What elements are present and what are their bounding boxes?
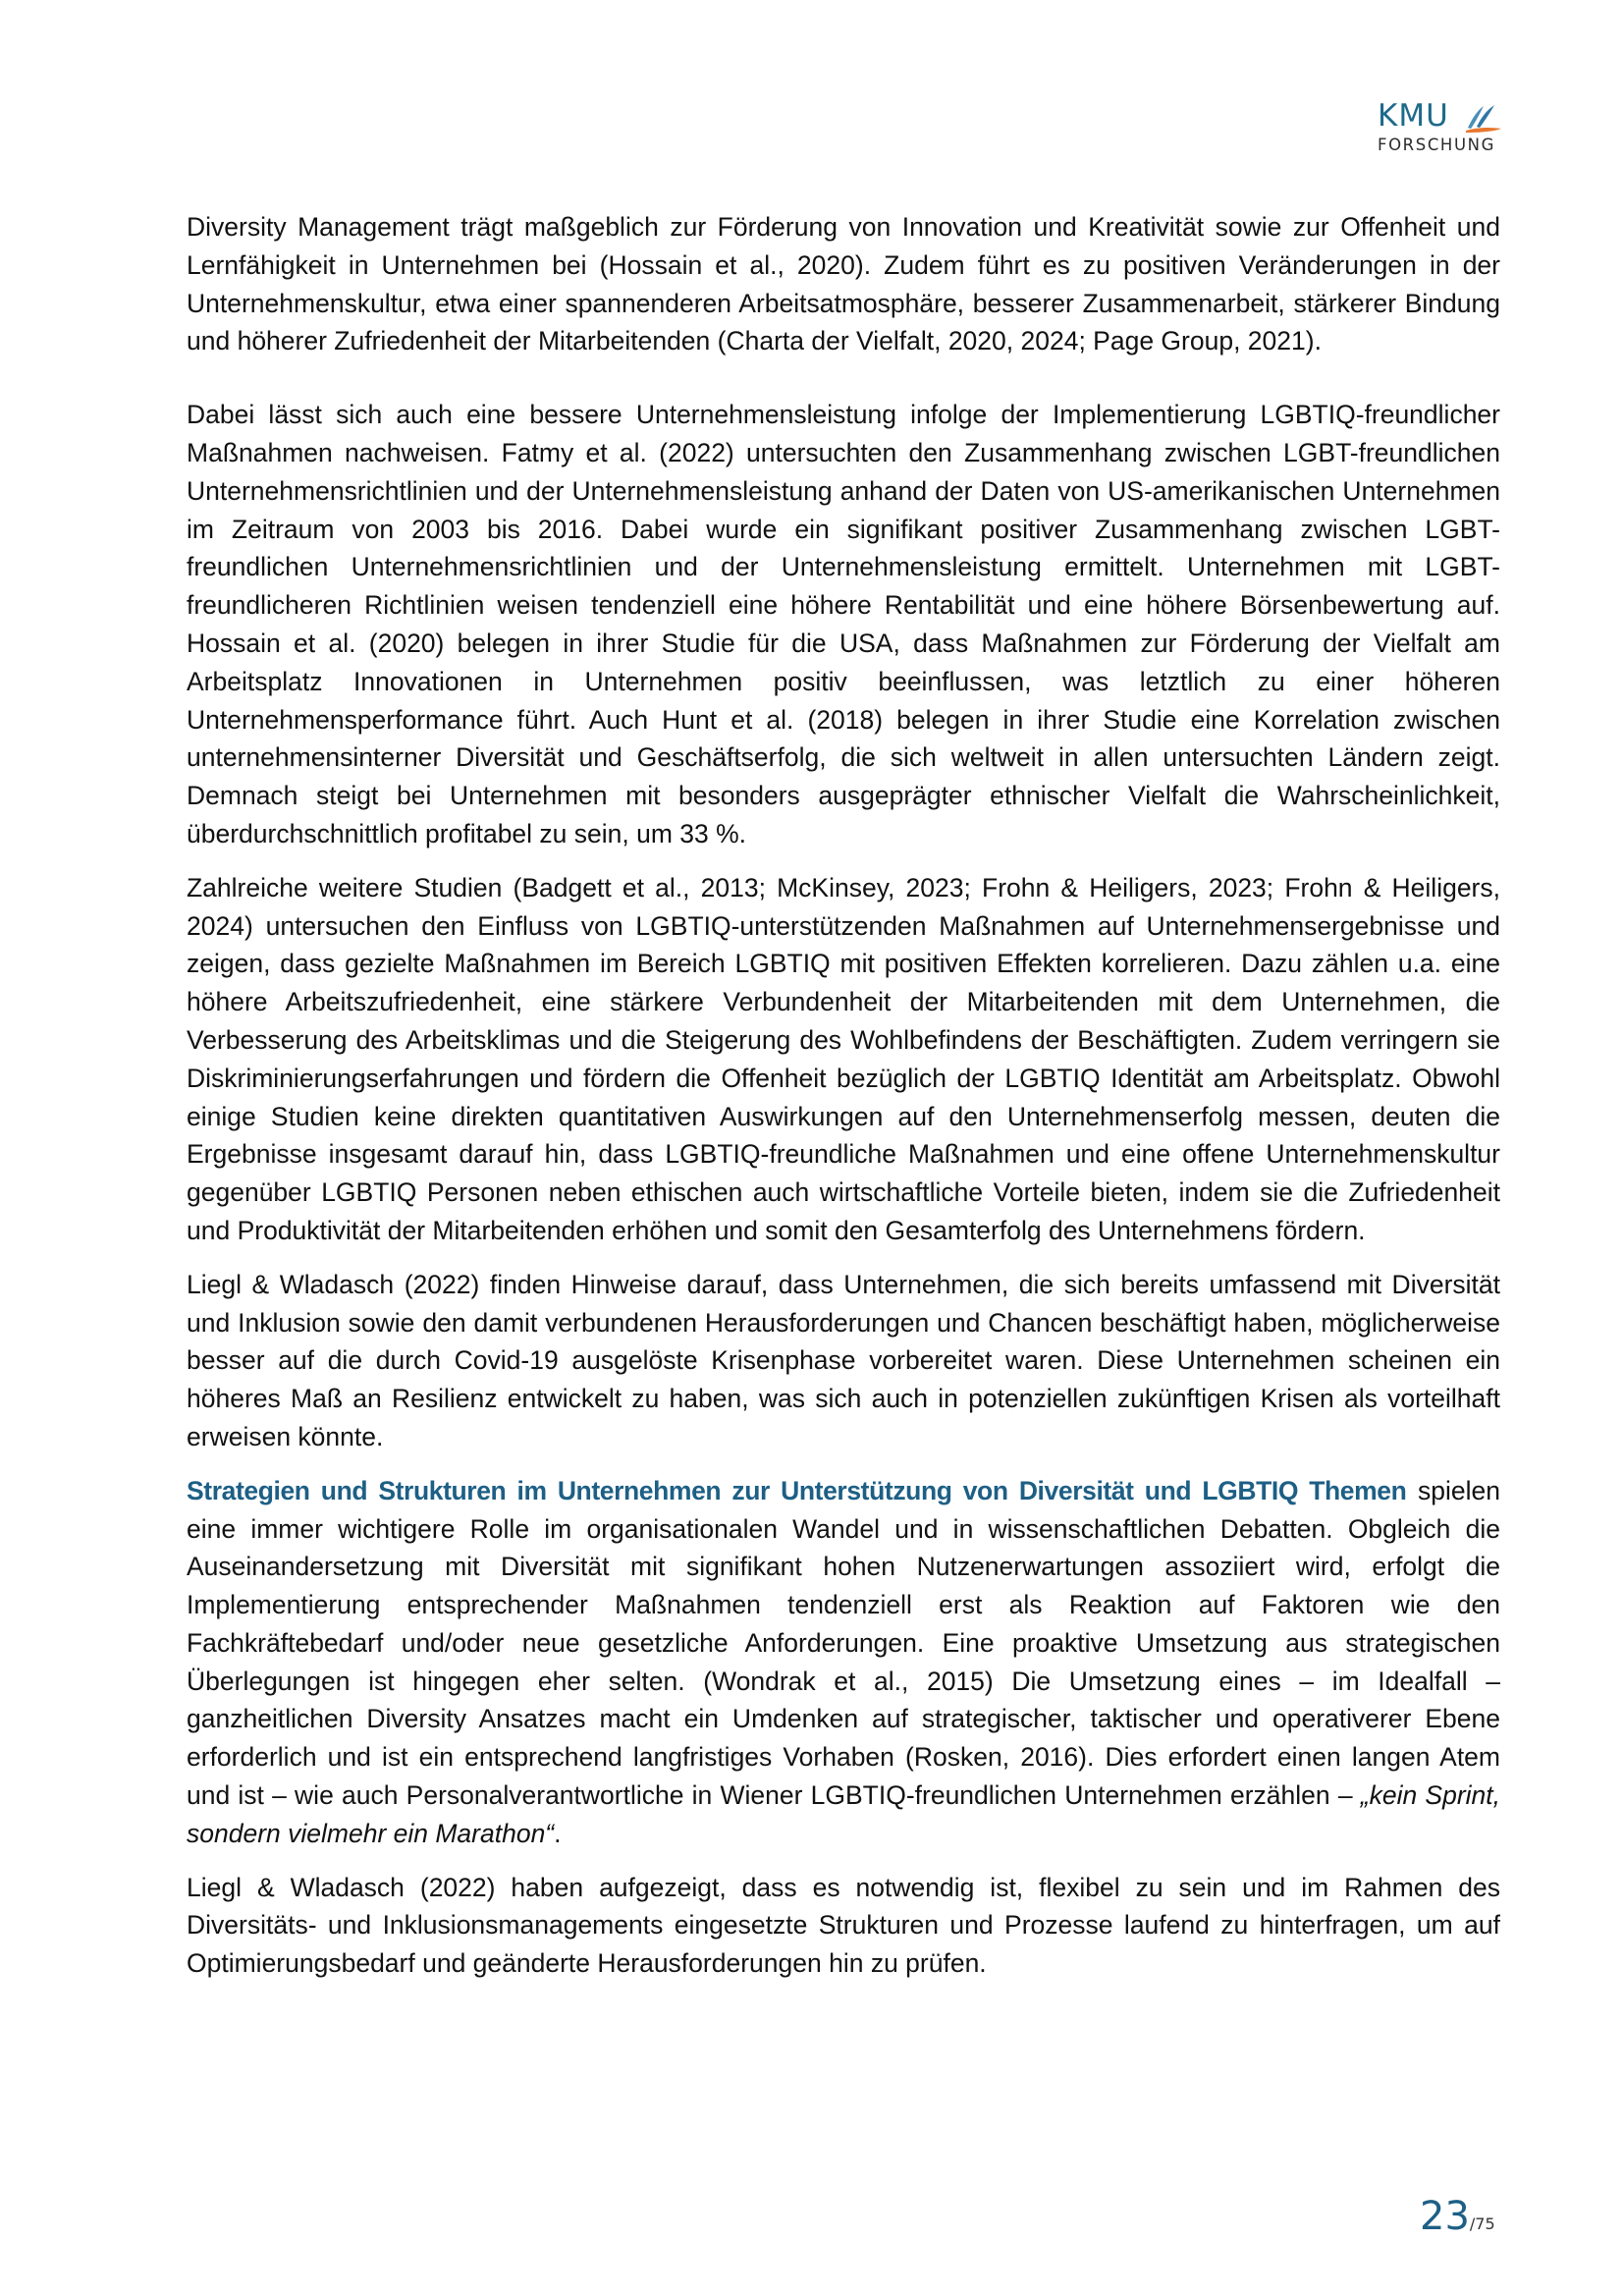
logo-forschung-text: FORSCHUNG: [1378, 136, 1495, 154]
paragraph-company-performance: Dabei lässt sich auch eine bessere Unternehmensleistung infolge der Implementierung LGBTIQ-freundlicher Maßnahmen nachweisen. Fatmy et al. (2022) untersuchten den Zusammenhang zwischen LGBT-freundlichen Unternehmensrichtlinien und der Unternehmensleistung anhand der Daten von US-amerikanischen Unternehmen im Zeitraum von 2003 bis 2016. Dabei wurde ein signifikant positiver Zusammenhang zwischen LGBT-freundlichen Unternehmensrichtlinien und der Unternehmensleistung ermittelt. Unternehmen mit LGBT-freundlicheren Richtlinien weisen tendenziell eine höhere Rentabilität und eine höhere Börsenbewertung auf. Hossain et al. (2020) belegen in ihrer Studie für die USA, dass Maßnahmen zur Förderung der Vielfalt am Arbeitsplatz Innovationen in Unternehmen positiv beeinflussen, was letztlich zu einer höheren Unternehmensperformance führt. Auch Hunt et al. (2018) belegen in ihrer Studie eine Korrelation zwischen unternehmensinterner Diversität und Geschäftserfolg, die sich weltweit in allen untersuchten Ländern zeigt. Demnach steigt bei Unternehmen mit besonders ausgeprägter ethnischer Vielfalt die Wahrscheinlichkeit, überdurchschnittlich profitabel zu sein, um 33 %.: [187, 400, 1500, 848]
strategies-tail: .: [554, 1818, 562, 1848]
marathon-quote: „kein Sprint, sondern vielmehr ein Marathon“: [187, 1780, 1501, 1848]
paragraph-further-studies: Zahlreiche weitere Studien (Badgett et al., 2013; McKinsey, 2023; Frohn & Heiligers, 2023; Frohn & Heiligers, 2024) untersuchen den Einfluss von LGBTIQ-unterstützenden Maßnahmen auf Unternehmensergebnisse und zeigen, dass gezielte Maßnahmen im Bereich LGBTIQ mit positiven Effekten korrelieren. Dazu zählen u.a. eine höhere Arbeitszufriedenheit, eine stärkere Verbundenheit der Mitarbeitenden mit dem Unternehmen, die Verbesserung des Arbeitsklimas und die Steigerung des Wohlbefindens der Beschäftigten. Zudem verringern sie Diskriminierungserfahrungen und fördern die Offenheit bezüglich der LGBTIQ Identität am Arbeitsplatz. Obwohl einige Studien keine direkten quantitativen Auswirkungen auf den Unternehmenserfolg messen, deuten die Ergebnisse insgesamt darauf hin, dass LGBTIQ-freundliche Maßnahmen und eine offene Unternehmenskultur gegenüber LGBTIQ Personen neben ethischen auch wirtschaftliche Vorteile bieten, indem sie die Zufriedenheit und Produktivität der Mitarbeitenden erhöhen und somit den Gesamterfolg des Unternehmens fördern.: [187, 872, 1500, 1245]
page-total: /75: [1469, 2214, 1495, 2233]
paragraph-flexibility: Liegl & Wladasch (2022) haben aufgezeigt, dass es notwendig ist, flexibel zu sein und im Rahmen des Diversitäts- und Inklusionsmanagements eingesetzte Strukturen und Prozesse laufend zu hinterfragen, um auf Optimierungsbedarf und geänderte Herausforderungen hin zu prüfen.: [187, 1872, 1500, 1979]
paragraph-resilience: Liegl & Wladasch (2022) finden Hinweise darauf, dass Unternehmen, die sich bereits umfassend mit Diversität und Inklusion sowie den damit verbundenen Herausforderungen und Chancen beschäftigt haben, möglicherweise besser auf die durch Covid-19 ausgelöste Krisenphase vorbereitet waren. Diese Unternehmen scheinen ein höheres Maß an Resilienz entwickelt zu haben, was sich auch in potenziellen zukünftigen Krisen als vorteilhaft erweisen könnte.: [187, 1269, 1500, 1451]
document-body: [187, 208, 1500, 1998]
strategies-body-text: spielen eine immer wichtigere Rolle im organisationalen Wandel und in wissenschaftlichen Debatten. Obgleich die Auseinandersetzung mit Diversität mit signifikant hohen Nutzenerwartungen assoziiert wird, erfolgt die Implementierung entsprechender Maßnahmen tendenziell erst als Reaktion auf Faktoren wie den Fachkräftebedarf und/oder neue gesetzliche Anforderungen. Eine proaktive Umsetzung aus strategischen Überlegungen ist hingegen eher selten. (Wondrak et al., 2015) Die Umsetzung eines – im Idealfall – ganzheitlichen Diversity Ansatzes macht ein Umdenken auf strategischer, taktischer und operativerer Ebene erforderlich und ist ein entsprechend langfristiges Vorhaben (Rosken, 2016). Dies erfordert einen langen Atem und ist – wie auch Personalverantwortliche in Wiener LGBTIQ-freundlichen Unternehmen erzählen –: [187, 1475, 1500, 1811]
kmu-forschung-logo: [1378, 98, 1505, 159]
logo-kmu-text: KMU: [1378, 98, 1449, 134]
swoosh-logo-icon: [1462, 102, 1505, 136]
paragraph-diversity-management: Diversity Management trägt maßgeblich zur Förderung von Innovation und Kreativität sowie zur Offenheit und Lernfähigkeit in Unternehmen bei (Hossain et al., 2020). Zudem führt es zu positiven Veränderungen in der Unternehmenskultur, etwa einer spannenderen Arbeitsatmosphäre, besserer Zusammenarbeit, stärkerer Bindung und höherer Zufriedenheit der Mitarbeitenden (Charta der Vielfalt, 2020, 2024; Page Group, 2021).: [187, 212, 1500, 356]
strategies-lead-phrase: Strategien und Strukturen im Unternehmen zur Unterstützung von Diversität und LGBTIQ Themen: [187, 1475, 1407, 1505]
page-number: [1420, 2194, 1495, 2239]
paragraph-strategies-structures: [187, 1472, 1500, 1853]
page-current: 23: [1420, 2194, 1470, 2239]
